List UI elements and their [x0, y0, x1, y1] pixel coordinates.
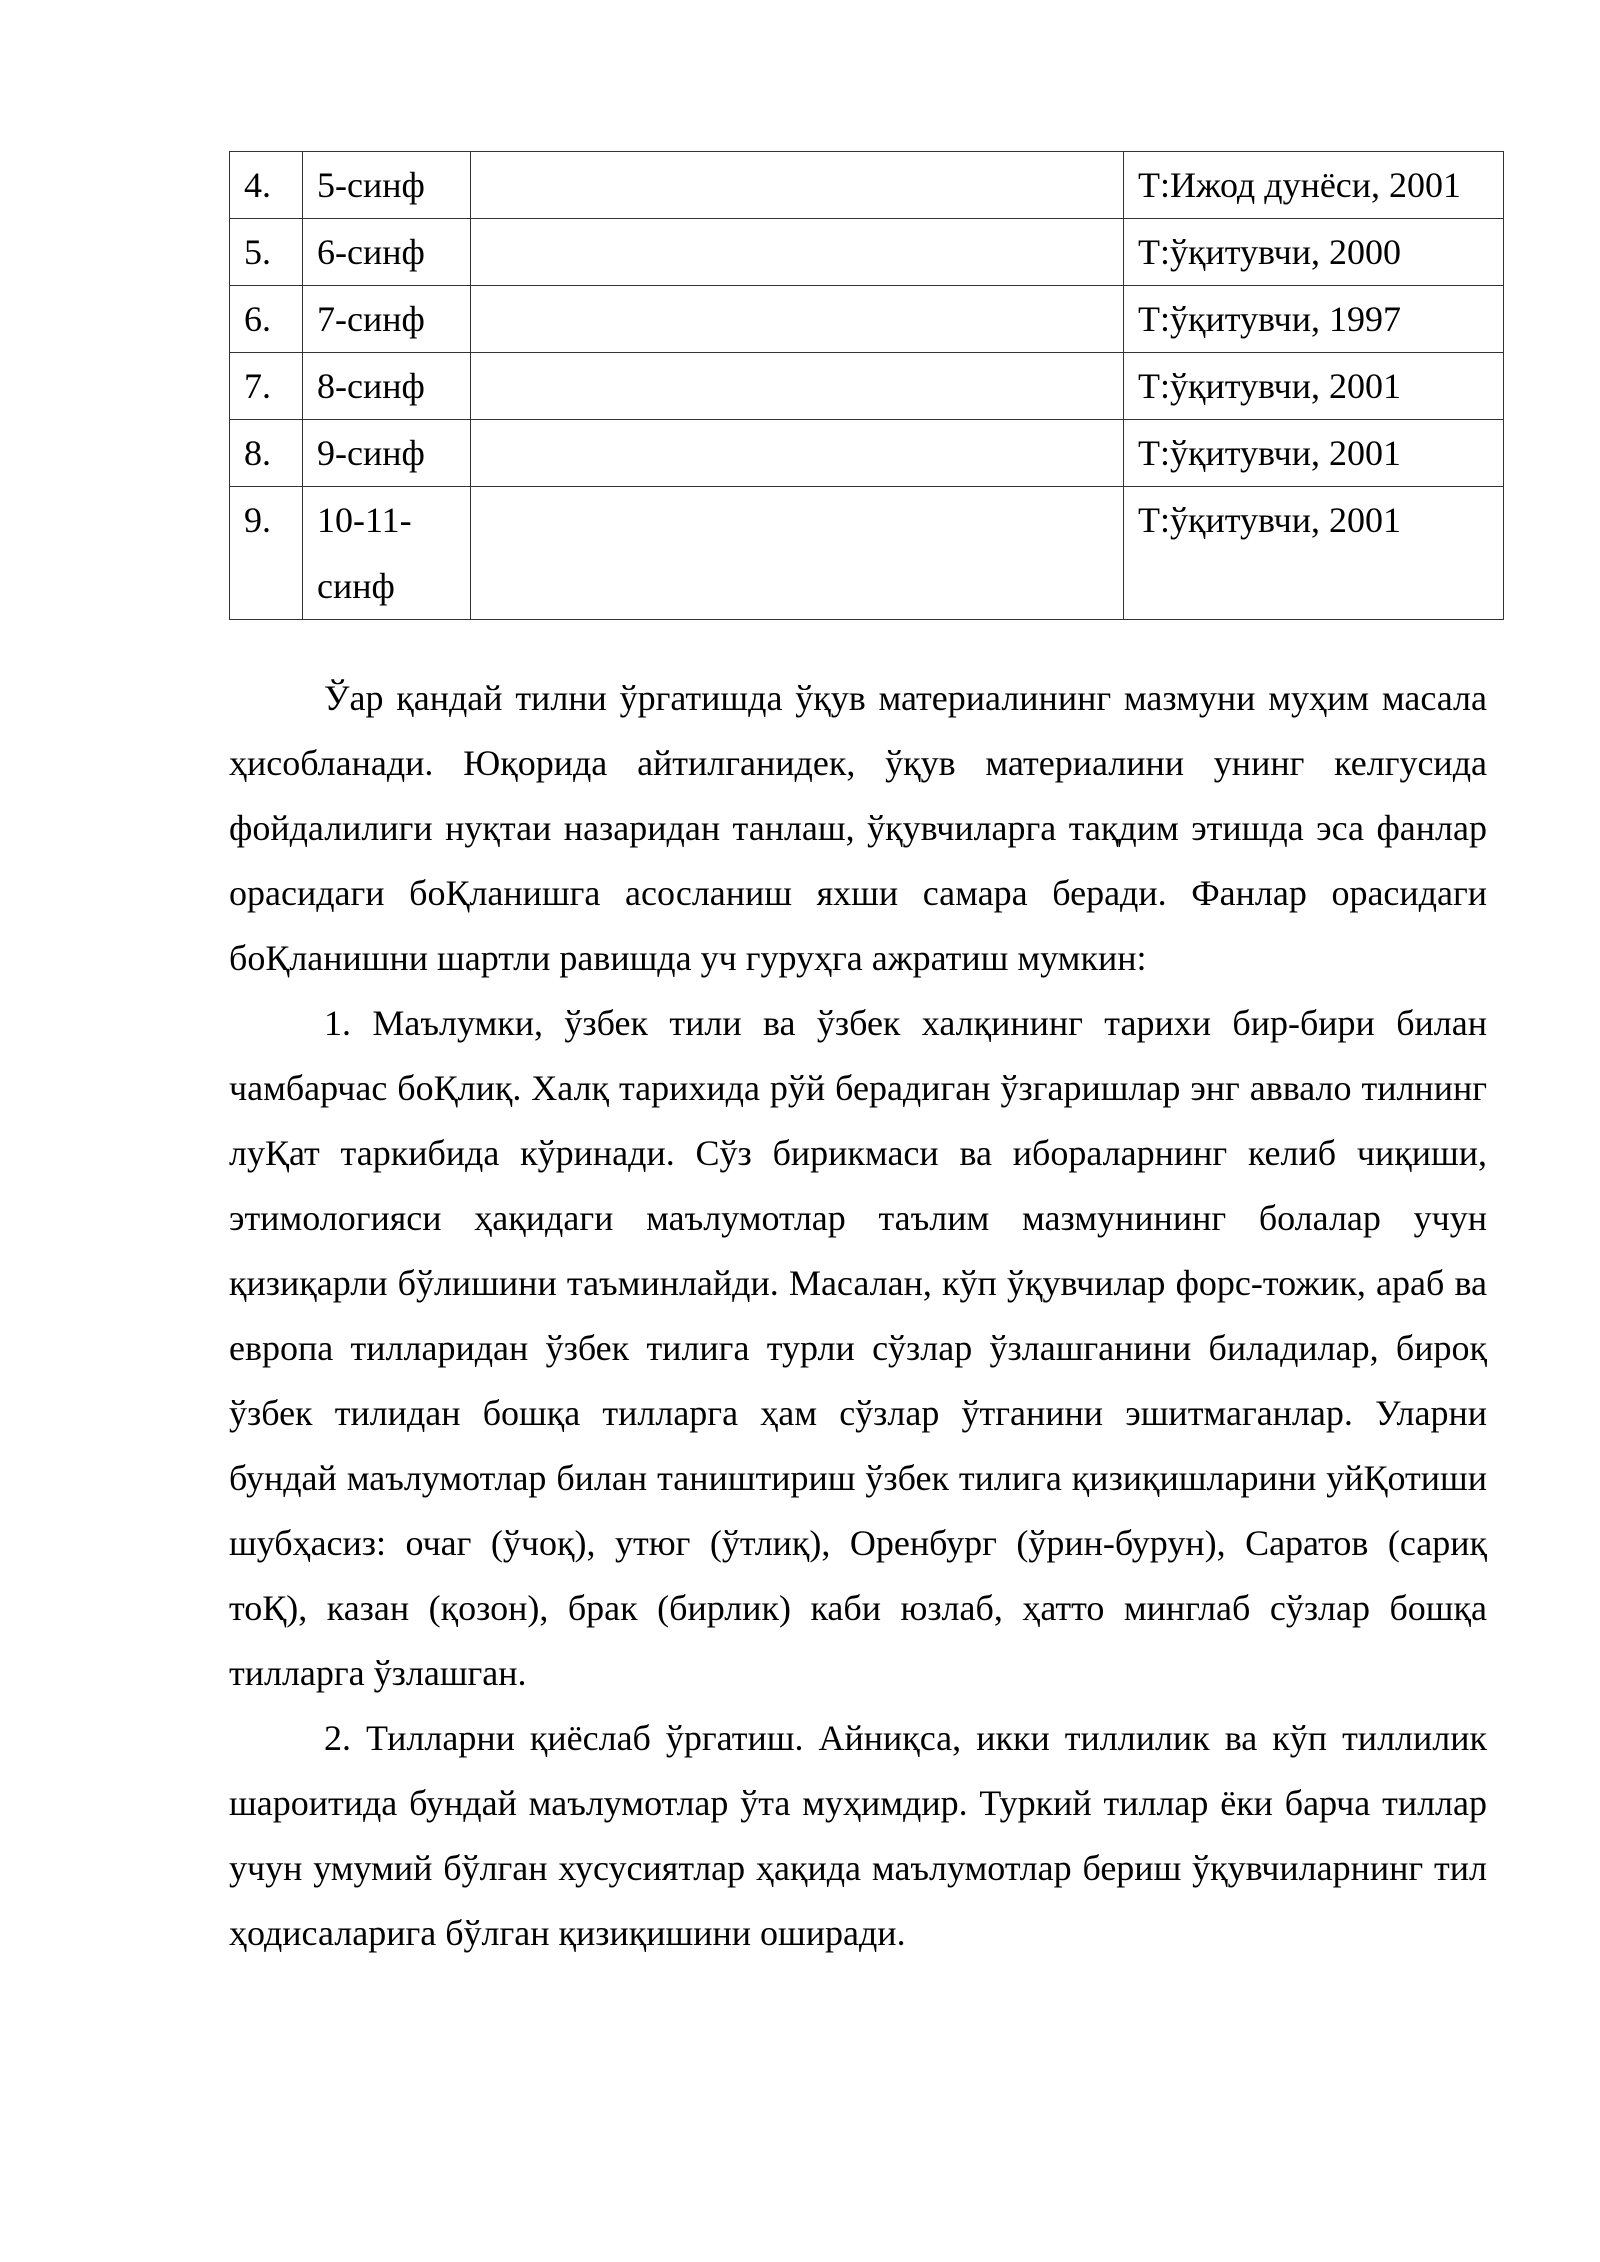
title-cell	[471, 420, 1124, 487]
publisher-cell: Т:ўқитувчи, 2001	[1124, 420, 1504, 487]
title-cell	[471, 487, 1124, 620]
row-number: 7.	[230, 353, 303, 420]
table-row	[230, 420, 1504, 487]
row-number: 9.	[230, 487, 303, 620]
grade-cell: 8-синф	[303, 353, 471, 420]
row-number: 6.	[230, 286, 303, 353]
textbook-table	[229, 151, 1504, 620]
paragraph-intro: Ўар қандай тилни ўргатишда ўқув материалининг мазмуни муҳим масала ҳисобланади. Юқорида айтилганидек, ўқув материалини унинг келгусида фойдалилиги нуқтаи назаридан танлаш, ўқувчиларга тақдим этишда эса фанлар орасидаги боҚланишга асосланиш яхши самара беради. Фанлар орасидаги боҚланишни шартли равишда уч гуруҳга ажратиш мумкин:	[229, 678, 1487, 978]
title-cell	[471, 353, 1124, 420]
title-cell	[471, 286, 1124, 353]
publisher-cell: Т:Ижод дунёси, 2001	[1124, 152, 1504, 219]
table-row	[230, 152, 1504, 219]
grade-cell: 10-11-синф	[303, 487, 471, 620]
grade-cell: 9-синф	[303, 420, 471, 487]
publisher-cell: Т:ўқитувчи, 2001	[1124, 487, 1504, 620]
body-text	[229, 666, 1487, 1966]
table-row	[230, 353, 1504, 420]
table-row	[230, 286, 1504, 353]
table-row	[230, 487, 1504, 620]
paragraph-point-1: 1. Маълумки, ўзбек тили ва ўзбек халқининг тарихи бир-бири билан чамбарчас боҚлиқ. Халқ тарихида рўй берадиган ўзгаришлар энг аввало тилнинг луҚат таркибида кўринади. Сўз бирикмаси ва ибораларнинг келиб чиқиши, этимологияси ҳақидаги маълумотлар таълим мазмунининг болалар учун қизиқарли бўлишини таъминлайди. Масалан, кўп ўқувчилар форс-тожик, араб ва европа тилларидан ўзбек тилига турли сўзлар ўзлашганини биладилар, бироқ ўзбек тилидан бошқа тилларга ҳам сўзлар ўтганини эшитмаганлар. Уларни бундай маълумотлар билан таништириш ўзбек тилига қизиқишларини уйҚотиши шубҳасиз: очаг (ўчоқ), утюг (ўтлиқ), Оренбург (ўрин-бурун), Саратов (сариқ тоҚ), казан (қозон), брак (бирлик) каби юзлаб, ҳатто минглаб сўзлар бошқа тилларга ўзлашган.	[229, 1003, 1487, 1693]
row-number: 4.	[230, 152, 303, 219]
grade-cell: 7-синф	[303, 286, 471, 353]
publisher-cell: Т:ўқитувчи, 2001	[1124, 353, 1504, 420]
paragraph-point-2: 2. Тилларни қиёслаб ўргатиш. Айниқса, икки тиллилик ва кўп тиллилик шароитида бундай маълумотлар ўта муҳимдир. Туркий тиллар ёки барча тиллар учун умумий бўлган хусусиятлар ҳақида маълумотлар бериш ўқувчиларнинг тил ҳодисаларига бўлган қизиқишини оширади.	[229, 1718, 1487, 1953]
table-row	[230, 219, 1504, 286]
title-cell	[471, 152, 1124, 219]
title-cell	[471, 219, 1124, 286]
grade-cell: 5-синф	[303, 152, 471, 219]
grade-cell: 6-синф	[303, 219, 471, 286]
row-number: 8.	[230, 420, 303, 487]
publisher-cell: Т:ўқитувчи, 2000	[1124, 219, 1504, 286]
row-number: 5.	[230, 219, 303, 286]
publisher-cell: Т:ўқитувчи, 1997	[1124, 286, 1504, 353]
